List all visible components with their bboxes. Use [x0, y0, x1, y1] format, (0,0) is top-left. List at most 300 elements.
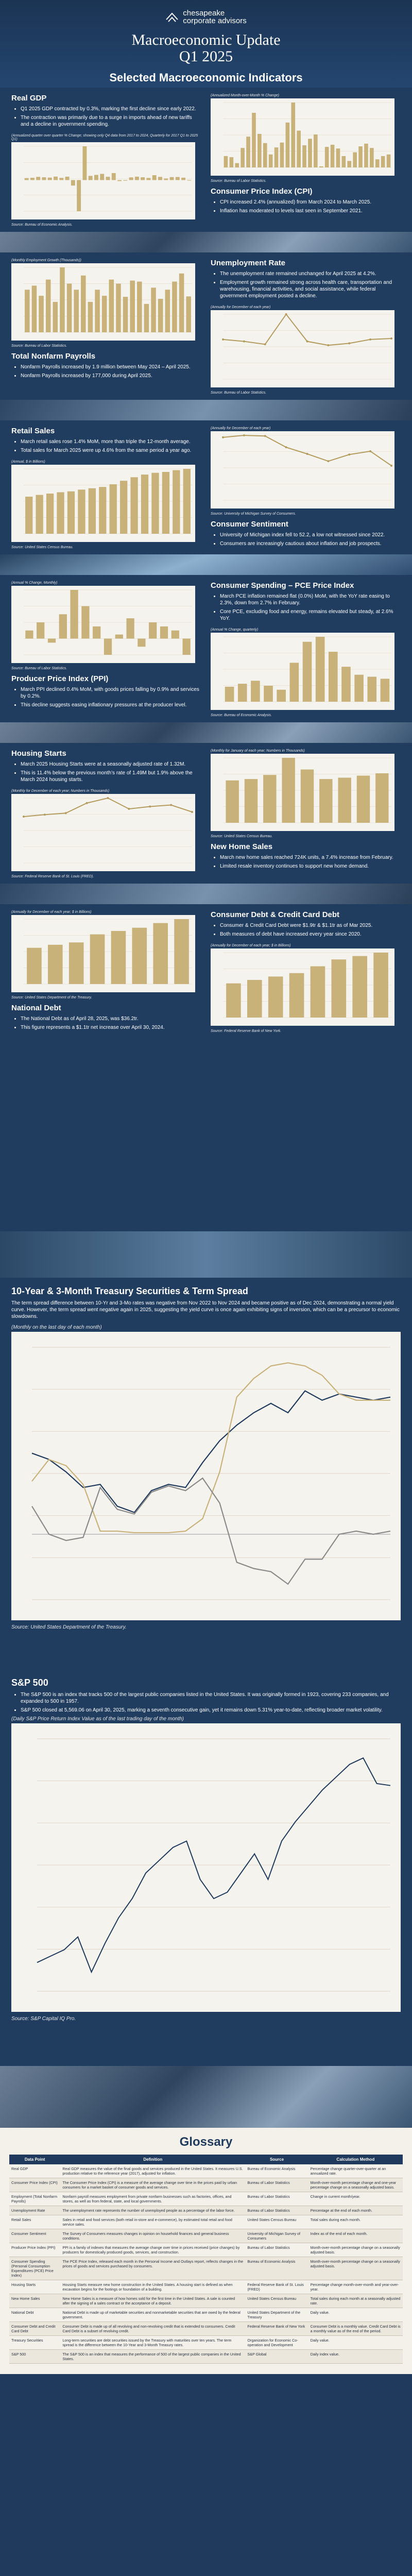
debt-chart-wrap	[11, 910, 201, 999]
bar	[297, 131, 301, 167]
ppi-source: Source: Bureau of Labor Statistics.	[11, 667, 67, 670]
bar	[316, 637, 325, 702]
bar	[247, 980, 262, 1018]
bar	[82, 146, 87, 180]
glossary-cell: S&P Global	[245, 2350, 308, 2364]
gdp-source: Source: Bureau of Economic Analysis.	[11, 223, 73, 227]
sp500-bullets	[0, 1691, 412, 1714]
housing-bullet: • March 2025 Housing Starts were at a seasonally adjusted rate of 1.32M.	[21, 761, 201, 768]
credit-bullet: • Consumer & Credit Card Debt were $1.9tr & $1.1tr as of Mar 2025.	[220, 922, 401, 929]
indicator-unemployment	[211, 259, 401, 395]
bar	[137, 282, 142, 332]
sentiment-bullets	[211, 532, 401, 547]
payrolls-source: Source: Bureau of Labor Statistics.	[11, 344, 67, 348]
sentiment-bullet: • Consumers are increasingly cautious about inflation and job prospects.	[220, 540, 401, 547]
report-quarter: Q1 2025	[179, 48, 233, 65]
glossary-cell: University of Michigan Survey of Consumers	[245, 2229, 308, 2243]
bar	[90, 935, 105, 984]
newhome-title: New Home Sales	[211, 842, 273, 851]
unemployment-text	[211, 259, 401, 299]
bar	[81, 606, 89, 639]
sentiment-source: Source: University of Michigan Survey of Consumers.	[211, 512, 296, 516]
glossary-cell: Month-over-month percentage change on a seasonally adjusted basis.	[308, 2243, 403, 2257]
glossary-cell: S&P 500	[9, 2350, 60, 2364]
cpi-chart	[211, 98, 394, 176]
indicator-payrolls	[11, 259, 201, 395]
spread-chart	[11, 1332, 401, 1620]
bar	[117, 180, 122, 181]
series-line	[223, 435, 391, 466]
indicator-pce	[211, 581, 401, 717]
series-line	[24, 798, 192, 817]
unemployment-bullet: • Employment growth remained strong across health care, transportation and warehousing, financial activities, and social assistance, while federal government employment posted a decline.	[220, 279, 401, 299]
report-header	[0, 0, 412, 88]
bar	[116, 284, 121, 333]
glossary-cell: The Survey of Consumers measures changes in opinion on household finances and general business conditions.	[60, 2229, 245, 2243]
divider-photo	[0, 400, 412, 420]
bar	[165, 290, 170, 332]
bar	[319, 779, 332, 823]
bar	[37, 622, 44, 639]
bar	[54, 177, 58, 180]
bar	[120, 481, 127, 534]
housing-bullet: • This is 11.4% below the previous month’s rate of 1.49M but 1.9% above the March 2024 housing starts.	[21, 770, 201, 783]
bar	[126, 618, 134, 638]
bar	[102, 296, 107, 332]
bar	[109, 280, 114, 332]
bar	[186, 296, 191, 332]
glossary-cell: Consumer Sentiment	[9, 2229, 60, 2243]
bar	[303, 642, 312, 702]
gdp-bullet: • The contraction was primarily due to a surge in imports ahead of new tariffs and a decline in government spending.	[21, 114, 201, 128]
bar	[311, 967, 325, 1018]
unemployment-bullet: • The unemployment rate remained unchanged for April 2025 at 4.2%.	[220, 270, 401, 277]
bar	[36, 177, 40, 180]
glossary-cell: Consumer Debt is made up of all revolving and non-revolving credit that is extended to consumers. Credit Card Debt is a subset of revolving credit.	[60, 2322, 245, 2336]
payrolls-bullet: • Nonfarm Payrolls increased by 177,000 during April 2025.	[21, 372, 201, 379]
glossary-cell: Bureau of Economic Analysis	[245, 2257, 308, 2280]
bar	[387, 155, 391, 167]
bar	[152, 175, 157, 180]
bar	[53, 302, 58, 332]
bar	[364, 144, 368, 167]
pce-chart-wrap	[211, 628, 401, 717]
bar	[95, 290, 100, 332]
glossary-cell: Daily index value.	[308, 2350, 403, 2364]
bar	[181, 178, 185, 180]
debt-bullet: • The National Debt as of April 28, 2025, was $36.2tr.	[21, 1015, 201, 1022]
indicator-row	[0, 420, 412, 549]
sentiment-chart	[211, 431, 394, 509]
glossary-cell: Bureau of Labor Statistics	[245, 2192, 308, 2206]
retail-source: Source: United States Census Bureau.	[11, 546, 74, 549]
bar	[94, 175, 98, 180]
glossary-row	[9, 2308, 403, 2322]
glossary-cell: New Home Sales is a measure of how homes sold for the first time in the United States. A sale is counted after the signing of a sales contract or the acceptance of a deposit.	[60, 2294, 245, 2308]
glossary-title: Glossary	[179, 2135, 233, 2149]
payrolls-title: Total Nonfarm Payrolls	[11, 352, 96, 361]
debt-title: National Debt	[11, 1004, 61, 1012]
indicator-gdp	[11, 94, 201, 227]
sp500-chart	[11, 1723, 401, 2012]
glossary-row	[9, 2280, 403, 2294]
glossary-cell: The S&P 500 is an index that measures the performance of 500 of the largest public companies in the United States.	[60, 2350, 245, 2364]
bar	[179, 274, 184, 332]
glossary-row	[9, 2294, 403, 2308]
sentiment-title: Consumer Sentiment	[211, 520, 288, 529]
point	[306, 341, 308, 343]
point	[191, 811, 193, 813]
bar	[153, 923, 168, 984]
pce-bullets	[211, 593, 401, 622]
glossary-cell: Total sales during each month at a seasonally adjusted rate.	[308, 2294, 403, 2308]
glossary-cell: Housing Starts	[9, 2280, 60, 2294]
glossary-row	[9, 2192, 403, 2206]
gdp-chart-label: (Annualized quarter over quarter % Change; showing only Q4 data from 2017 to 2024, Quarterly for 2017 Q1 to 2025 Q1)	[11, 134, 198, 141]
indicator-cpi	[211, 94, 401, 227]
bar	[358, 146, 363, 167]
debt-chart	[11, 915, 195, 992]
glossary-cell: Nonfarm payroll measures employment from private nonfarm businesses such as factories, offices, and stores, as well as from federal, state, and local governments.	[60, 2192, 245, 2206]
bar	[42, 177, 46, 180]
section-title: Selected Macroeconomic Indicators	[109, 71, 303, 84]
gdp-bullet: • Q1 2025 GDP contracted by 0.3%, marking the first decline since early 2022.	[21, 106, 201, 112]
glossary-cell: Consumer Debt and Credit Card Debt	[9, 2322, 60, 2336]
point	[327, 460, 329, 462]
sentiment-chart-label: (Annually for December of each year)	[211, 427, 271, 430]
bar	[123, 297, 128, 332]
bar	[170, 177, 174, 180]
bar	[302, 145, 306, 167]
gdp-chart-wrap	[11, 134, 201, 227]
housing-chart-wrap	[11, 789, 201, 878]
bar	[93, 626, 100, 639]
bar	[357, 775, 370, 823]
glossary-cell: Index as of the end of each month.	[308, 2229, 403, 2243]
bar	[291, 103, 295, 167]
payrolls-text	[11, 352, 201, 379]
bar	[104, 639, 112, 655]
glossary-cell: Consumer Spending (Personal Consumption Expenditures (PCE) Price Index)	[9, 2257, 60, 2280]
pce-title: Consumer Spending – PCE Price Index	[211, 581, 354, 590]
bar	[367, 677, 376, 702]
bar	[373, 953, 388, 1018]
newhome-bullet: • March new home sales reached 724K units, a 7.4% increase from February.	[220, 854, 401, 861]
indicator-row	[0, 743, 412, 878]
point	[390, 465, 392, 467]
bar	[132, 928, 147, 984]
ppi-title: Producer Price Index (PPI)	[11, 674, 109, 683]
payrolls-chart-wrap	[11, 259, 201, 348]
glossary-cell: The Consumer Price Index (CPI) is a measure of the average change over time in the prices paid by urban consumers for a market basket of consumer goods and services.	[60, 2178, 245, 2192]
glossary-cell: United States Census Bureau	[245, 2294, 308, 2308]
spread-chart-label: (Monthly on the last day of each month)	[11, 1325, 102, 1330]
bar	[258, 134, 262, 167]
bar	[59, 614, 67, 638]
bar	[263, 775, 276, 823]
indicator-row	[0, 252, 412, 395]
indicator-debt	[11, 910, 201, 1033]
bar	[246, 137, 250, 167]
bar	[319, 166, 323, 167]
glossary-cell: Treasury Securities	[9, 2336, 60, 2350]
payrolls-bullets	[11, 364, 201, 379]
debt-text	[11, 1004, 201, 1031]
bar	[149, 622, 157, 639]
bar	[325, 147, 329, 167]
bar	[30, 178, 35, 180]
bar	[172, 282, 177, 332]
glossary-row	[9, 2178, 403, 2192]
bar	[25, 497, 32, 534]
bar	[70, 590, 78, 639]
glossary-row	[9, 2215, 403, 2229]
debt-bullet: • This figure represents a $1.1tr net increase over April 30, 2024.	[21, 1024, 201, 1031]
divider-photo	[0, 554, 412, 575]
bar	[138, 639, 145, 647]
glossary-cell: Real GDP	[9, 2164, 60, 2178]
credit-title: Consumer Debt & Credit Card Debt	[211, 910, 340, 919]
glossary-table	[9, 2155, 403, 2364]
glossary-cell: Real GDP measures the value of the final goods and services produced in the United States. It measures U.S. production relative to the reference year (2017), adjusted for inflation.	[60, 2164, 245, 2178]
retail-chart	[11, 465, 195, 542]
point	[348, 342, 350, 344]
point	[222, 436, 224, 438]
point	[306, 453, 308, 455]
indicator-housing	[11, 749, 201, 878]
bar	[59, 178, 63, 180]
bar	[99, 487, 106, 534]
bar	[332, 959, 347, 1018]
glossary-cell: Consumer Price Index (CPI)	[9, 2178, 60, 2192]
bar	[264, 686, 273, 702]
indicator-sentiment	[211, 427, 401, 549]
glossary-header: Source	[245, 2155, 308, 2164]
bar	[331, 145, 335, 167]
retail-bullet: • March retail sales rose 1.4% MoM, more than triple the 12-month average.	[21, 438, 201, 445]
bar	[130, 281, 135, 332]
bar	[381, 679, 390, 702]
bar	[151, 287, 156, 332]
credit-chart-wrap	[211, 944, 401, 1033]
bar	[245, 779, 258, 823]
bar	[110, 484, 117, 534]
pce-chart	[211, 633, 394, 710]
bar	[286, 123, 290, 167]
glossary-cell: United States Department of the Treasury	[245, 2308, 308, 2322]
bar	[381, 156, 385, 167]
glossary-row	[9, 2164, 403, 2178]
cpi-chart-label: (Annualized Month-over-Month % Change)	[211, 94, 279, 97]
bar	[375, 159, 380, 167]
spread-title: 10-Year & 3-Month Treasury Securities & Term Spread	[11, 1286, 248, 1296]
sentiment-chart-wrap	[211, 427, 401, 516]
spread-text: The term spread difference between 10-Yr and 3-Mo rates was negative from Nov 2022 to Nov 2024 and became positive as of Dec 2024, demonstrating a normal yield curve. However, the term spread went negative again in 2025, suggesting the yield curve is once again exhibiting signs of inversion, which can be a precursor to economic slowdowns.	[11, 1300, 400, 1319]
glossary-cell: Federal Reserve Bank of St. Louis (FRED)	[245, 2280, 308, 2294]
ppi-chart-label: (Annual % Change, Monthly)	[11, 581, 58, 585]
indicator-newhome	[211, 749, 401, 878]
credit-chart-label: (Annually for December of each year; $ in Billions)	[211, 944, 291, 947]
point	[149, 806, 151, 808]
glossary-cell: Change in current month/year.	[308, 2192, 403, 2206]
bar	[48, 639, 56, 643]
bar	[67, 284, 72, 333]
bar	[173, 470, 180, 534]
bar	[226, 984, 241, 1018]
glossary-cell: Producer Price Index (PPI)	[9, 2243, 60, 2257]
glossary-cell: United States Census Bureau	[245, 2215, 308, 2229]
cpi-chart-wrap	[211, 94, 401, 183]
bar	[89, 488, 96, 534]
unemployment-chart-wrap	[211, 306, 401, 395]
pce-text	[211, 581, 401, 622]
unemployment-chart-label: (Annually for December of each year)	[211, 306, 271, 309]
point	[264, 435, 266, 437]
bar	[115, 635, 123, 639]
gdp-bullets	[11, 106, 201, 128]
housing-title: Housing Starts	[11, 749, 66, 758]
unemployment-source: Source: Bureau of Labor Statistics.	[211, 391, 267, 395]
bar	[187, 180, 191, 181]
housing-chart-label: (Monthly for December of each year; Numbers in Thousands)	[11, 789, 110, 793]
bar	[225, 687, 234, 702]
point	[327, 344, 329, 346]
retail-chart-wrap	[11, 460, 201, 549]
sentiment-text	[211, 520, 401, 547]
point	[170, 804, 172, 806]
glossary-row	[9, 2350, 403, 2364]
pce-bullet: • March PCE inflation remained flat (0.0%) MoM, with the YoY rate easing to 2.3%, down from 2.7% in February.	[220, 593, 401, 606]
glossary-cell: Total sales during each month.	[308, 2215, 403, 2229]
bar	[171, 631, 179, 639]
glossary-cell: Sales in retail and food services (both retail in-store and e-commerce), by estimated total retail and food service sales.	[60, 2215, 245, 2229]
bar	[129, 177, 133, 180]
ppi-bullets	[11, 686, 201, 708]
bar	[353, 152, 357, 167]
bar	[176, 177, 180, 180]
glossary-cell: PPI is a family of indexes that measures the average change over time in prices received (price changes) by producers for domestically produced goods, services, and construction.	[60, 2243, 245, 2257]
sp500-section	[0, 1669, 412, 2066]
bar	[112, 173, 116, 180]
bar	[183, 469, 191, 534]
point	[44, 814, 46, 816]
glossary-cell: The unemployment rate represents the number of unemployed people as a percentage of the labor force.	[60, 2206, 245, 2215]
glossary-cell: Bureau of Labor Statistics	[245, 2178, 308, 2192]
bar	[282, 758, 295, 823]
gdp-chart	[11, 142, 195, 219]
point	[23, 816, 25, 818]
newhome-text	[211, 842, 401, 870]
cpi-title: Consumer Price Index (CPI)	[211, 187, 313, 196]
bar	[151, 473, 159, 534]
newhome-chart-wrap	[211, 749, 401, 838]
payrolls-bullet: • Nonfarm Payrolls increased by 1.9 million between May 2024 – April 2025.	[21, 364, 201, 370]
retail-bullet: • Total sales for March 2025 were up 4.6% from the same period a year ago.	[21, 447, 201, 454]
bar	[251, 681, 260, 702]
point	[369, 338, 371, 341]
sp500-bullet: • S&P 500 closed at 5,569.06 on April 30, 2025, marking a seventh consecutive gain, yet it remains down 5.31% year-to-date, reflecting broader market volatility.	[21, 1707, 401, 1714]
bar	[301, 770, 314, 823]
bar	[48, 945, 63, 984]
bar	[174, 919, 189, 984]
point	[285, 446, 287, 448]
retail-bullets	[11, 438, 201, 454]
glossary-row	[9, 2322, 403, 2336]
bar	[164, 178, 168, 180]
bar	[146, 178, 150, 180]
bar	[314, 134, 318, 167]
glossary-cell: Retail Sales	[9, 2215, 60, 2229]
glossary-header: Data Point	[9, 2155, 60, 2164]
bar	[25, 290, 30, 332]
glossary-header: Definition	[60, 2155, 245, 2164]
housing-chart	[11, 794, 195, 871]
logo-line2: corporate advisors	[183, 16, 247, 25]
bar	[158, 299, 163, 332]
point	[65, 812, 67, 814]
point	[86, 802, 88, 804]
series-three_month	[32, 1363, 390, 1533]
glossary-row	[9, 2257, 403, 2280]
gdp-text	[11, 94, 201, 128]
bar	[60, 267, 65, 332]
sp500-title: S&P 500	[11, 1677, 48, 1688]
housing-bullets	[11, 761, 201, 783]
bar	[135, 177, 139, 180]
newhome-bullets	[211, 854, 401, 870]
bar	[46, 280, 51, 332]
bar	[78, 489, 85, 534]
cpi-text	[211, 187, 401, 214]
glossary-row	[9, 2336, 403, 2350]
logo-mark-icon	[165, 10, 179, 24]
bar	[289, 973, 304, 1018]
bar	[241, 148, 245, 167]
spread-section	[0, 1278, 412, 1669]
glossary-row	[9, 2243, 403, 2257]
payrolls-chart-label: (Monthly Employment Growth (Thousands))	[11, 259, 81, 262]
ppi-chart	[11, 586, 195, 663]
bar	[144, 304, 149, 332]
ppi-text	[11, 674, 201, 708]
bar	[162, 472, 169, 534]
point	[222, 338, 224, 341]
glossary-cell: Percentage change quarter-over-quarter at an annualized rate.	[308, 2164, 403, 2178]
bar	[71, 180, 75, 186]
bar	[106, 177, 110, 180]
indicator-row	[0, 904, 412, 1033]
skyline-photo	[0, 2066, 412, 2128]
bar	[39, 296, 44, 332]
point	[243, 341, 245, 343]
bar	[32, 285, 37, 332]
glossary-cell: Long-term securities are debt securities issued by the Treasury with maturities over ten years. The term spread is the difference between the 10-Year and 3-Month Treasury rates.	[60, 2336, 245, 2350]
credit-chart	[211, 948, 394, 1026]
bar	[338, 777, 351, 823]
point	[128, 808, 130, 810]
company-logo	[0, 0, 412, 25]
bar	[48, 178, 52, 180]
report-title: Macroeconomic Update	[131, 31, 281, 48]
credit-text	[211, 910, 401, 938]
newhome-chart-label: (Monthly for January of each year; Numbers in Thousands)	[211, 749, 305, 753]
point	[264, 343, 266, 345]
point	[348, 453, 350, 455]
bar	[25, 631, 33, 639]
cpi-source: Source: Bureau of Labor Statistics.	[211, 179, 267, 183]
bar	[370, 148, 374, 167]
bar	[263, 143, 267, 167]
